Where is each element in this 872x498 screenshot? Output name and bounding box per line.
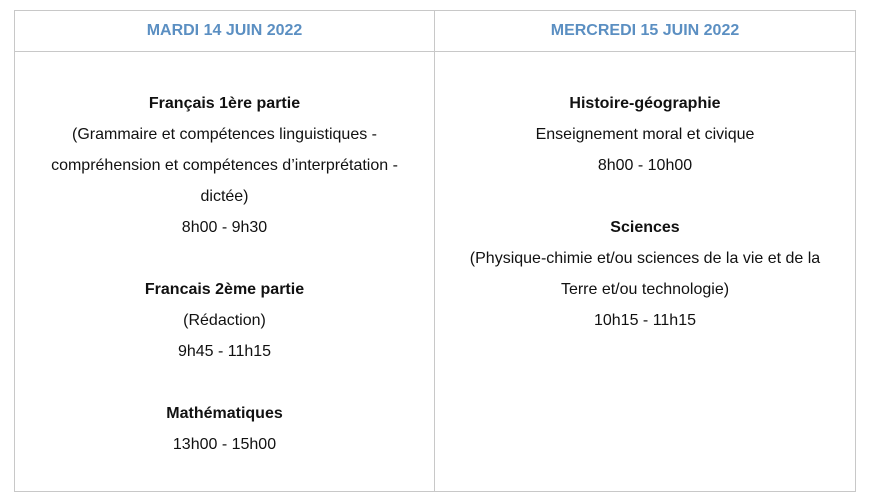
exam-block	[435, 212, 855, 336]
exam-detail: dictée)	[200, 188, 249, 205]
exam-time: 8h00 - 10h00	[597, 157, 693, 174]
exam-detail: (Rédaction)	[183, 312, 266, 329]
exam-block	[15, 274, 434, 367]
exam-time: 10h15 - 11h15	[593, 312, 696, 329]
exam-detail: (Physique-chimie et/ou sciences de la vie et de la	[469, 250, 821, 267]
day-column-wednesday	[435, 52, 855, 491]
exam-detail: Enseignement moral et civique	[535, 126, 755, 143]
exam-block	[15, 398, 434, 460]
exam-title: Histoire-géographie	[569, 95, 721, 112]
exam-title: Français 1ère partie	[148, 95, 301, 112]
exam-detail: Terre et/ou technologie)	[560, 281, 730, 298]
exam-time: 13h00 - 15h00	[172, 436, 277, 453]
exam-block	[15, 88, 434, 243]
exam-block	[435, 88, 855, 181]
exam-time: 9h45 - 11h15	[177, 343, 272, 360]
exam-title: Francais 2ème partie	[144, 281, 305, 298]
day-header-tuesday: MARDI 14 JUIN 2022	[15, 11, 435, 52]
day-column-tuesday	[15, 52, 435, 491]
exam-title: Sciences	[610, 219, 680, 236]
exam-schedule-table	[14, 10, 856, 492]
exam-detail: compréhension et compétences d’interprétation -	[51, 157, 398, 174]
exam-detail: (Grammaire et compétences linguistiques -	[71, 126, 377, 143]
exam-time: 8h00 - 9h30	[181, 219, 268, 236]
exam-title: Mathématiques	[166, 405, 283, 422]
day-header-wednesday: MERCREDI 15 JUIN 2022	[435, 11, 855, 52]
